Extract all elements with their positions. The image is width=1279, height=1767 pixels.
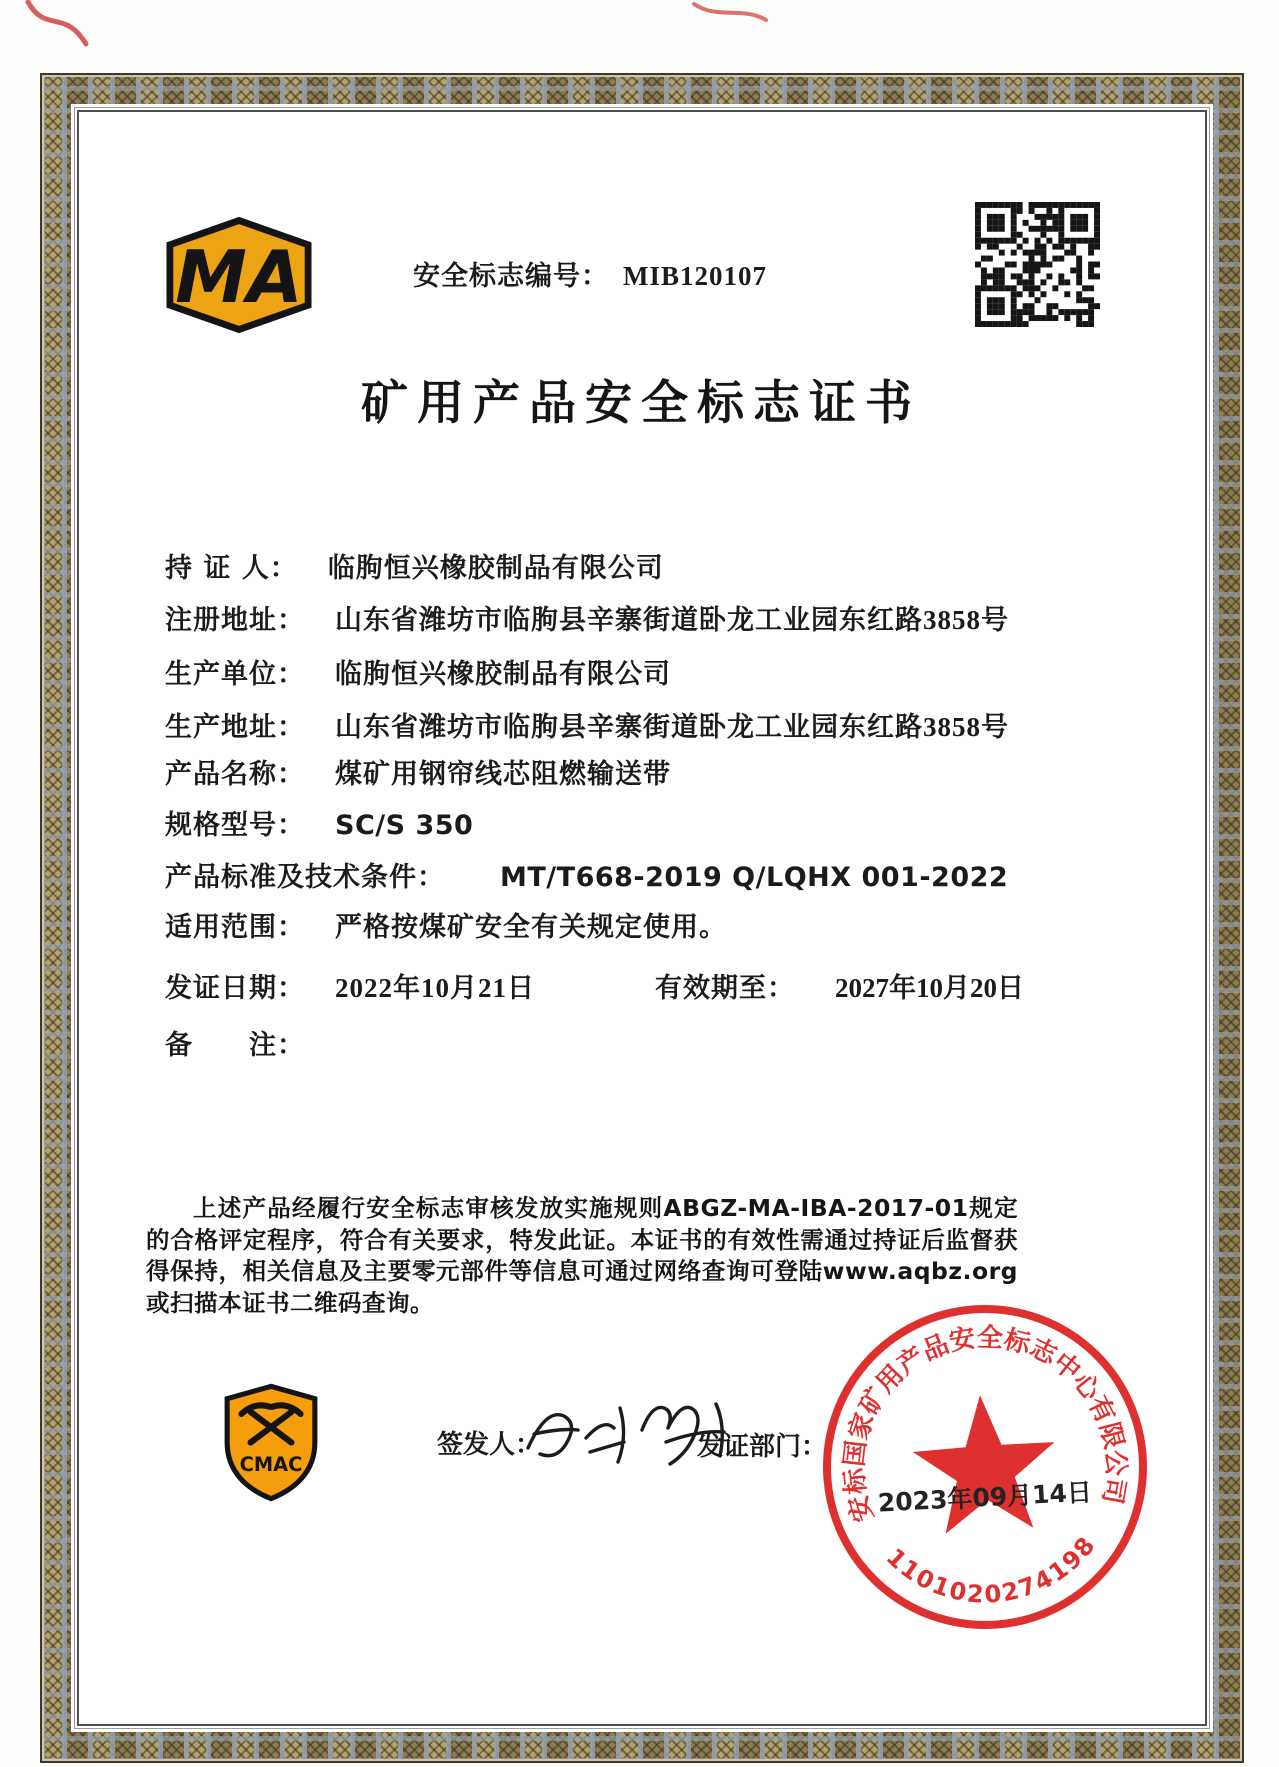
cmac-shield-logo-icon	[220, 1383, 322, 1503]
field-label: 规格型号：	[165, 810, 305, 841]
cert-number-line	[413, 254, 767, 293]
issuer-label: 签发人：	[437, 1430, 542, 1460]
field-label: 适用范围：	[165, 912, 305, 943]
cert-number-label: 安全标志编号：	[413, 261, 609, 292]
field-label: 注册地址：	[165, 605, 305, 636]
field-label: 产品标准及技术条件：	[165, 862, 445, 893]
ma-letters: MA	[175, 235, 303, 320]
cert-number-value: MIB120107	[623, 261, 767, 291]
dates-row	[165, 966, 1024, 1005]
field-value: SC/S 350	[335, 810, 474, 841]
field-row-producer	[165, 652, 671, 691]
field-row-product-name	[165, 752, 671, 791]
stamp-ring-text: 安标国家矿用产品安全标志中心有限公司	[839, 1322, 1131, 1526]
ma-mark-logo-icon	[166, 216, 312, 334]
stamp-date: 2023年09月14日	[877, 1477, 1093, 1518]
certificate-title: 矿用产品安全标志证书	[361, 376, 921, 431]
field-label: 生产单位：	[165, 659, 305, 690]
field-row-prod-address	[165, 705, 1009, 744]
expiry-date-value: 2027年10月20日	[835, 973, 1024, 1003]
issue-date-value: 2022年10月21日	[335, 973, 535, 1003]
field-value: 山东省潍坊市临朐县辛寨街道卧龙工业园东红路3858号	[335, 605, 1009, 635]
remark-row	[165, 1023, 335, 1062]
field-label: 产品名称：	[165, 759, 305, 790]
field-label: 持 证 人：	[165, 553, 298, 584]
field-value: 临朐恒兴橡胶制品有限公司	[335, 659, 671, 689]
field-row-holder	[165, 546, 664, 585]
issue-date-label: 发证日期：	[165, 973, 305, 1004]
official-red-stamp	[800, 1280, 1175, 1660]
cmac-letters: CMAC	[239, 1453, 303, 1477]
scan-artifact-marks	[0, 0, 1279, 60]
remark-label: 备 注：	[165, 1030, 305, 1061]
field-value: MT/T668-2019 Q/LQHX 001-2022	[500, 862, 1009, 893]
field-row-scope	[165, 905, 727, 944]
field-value: 严格按煤矿安全有关规定使用。	[335, 912, 727, 942]
dept-label: 发证部门：	[697, 1432, 828, 1462]
field-row-reg-address	[165, 598, 1009, 637]
expiry-date-label: 有效期至：	[655, 973, 795, 1004]
field-value: 山东省潍坊市临朐县辛寨街道卧龙工业园东红路3858号	[335, 712, 1009, 742]
conformity-statement: 上述产品经履行安全标志审核发放实施规则ABGZ-MA-IBA-2017-01规定的合格评定程序，符合有关要求，特发此证。本证书的有效性需通过持证后监督获得保持，相关信息及主要零元部件等信息可通过网络查询可登陆www.aqbz.org或扫描本证书二维码查询。	[146, 1194, 1018, 1317]
stamp-number: 1101020274198	[880, 1530, 1102, 1609]
qr-code-icon	[975, 202, 1100, 327]
field-row-model	[165, 803, 473, 842]
field-row-standard	[165, 855, 1008, 894]
field-value: 煤矿用钢帘线芯阻燃输送带	[335, 759, 671, 789]
field-label: 生产地址：	[165, 712, 305, 743]
field-value: 临朐恒兴橡胶制品有限公司	[327, 553, 664, 583]
